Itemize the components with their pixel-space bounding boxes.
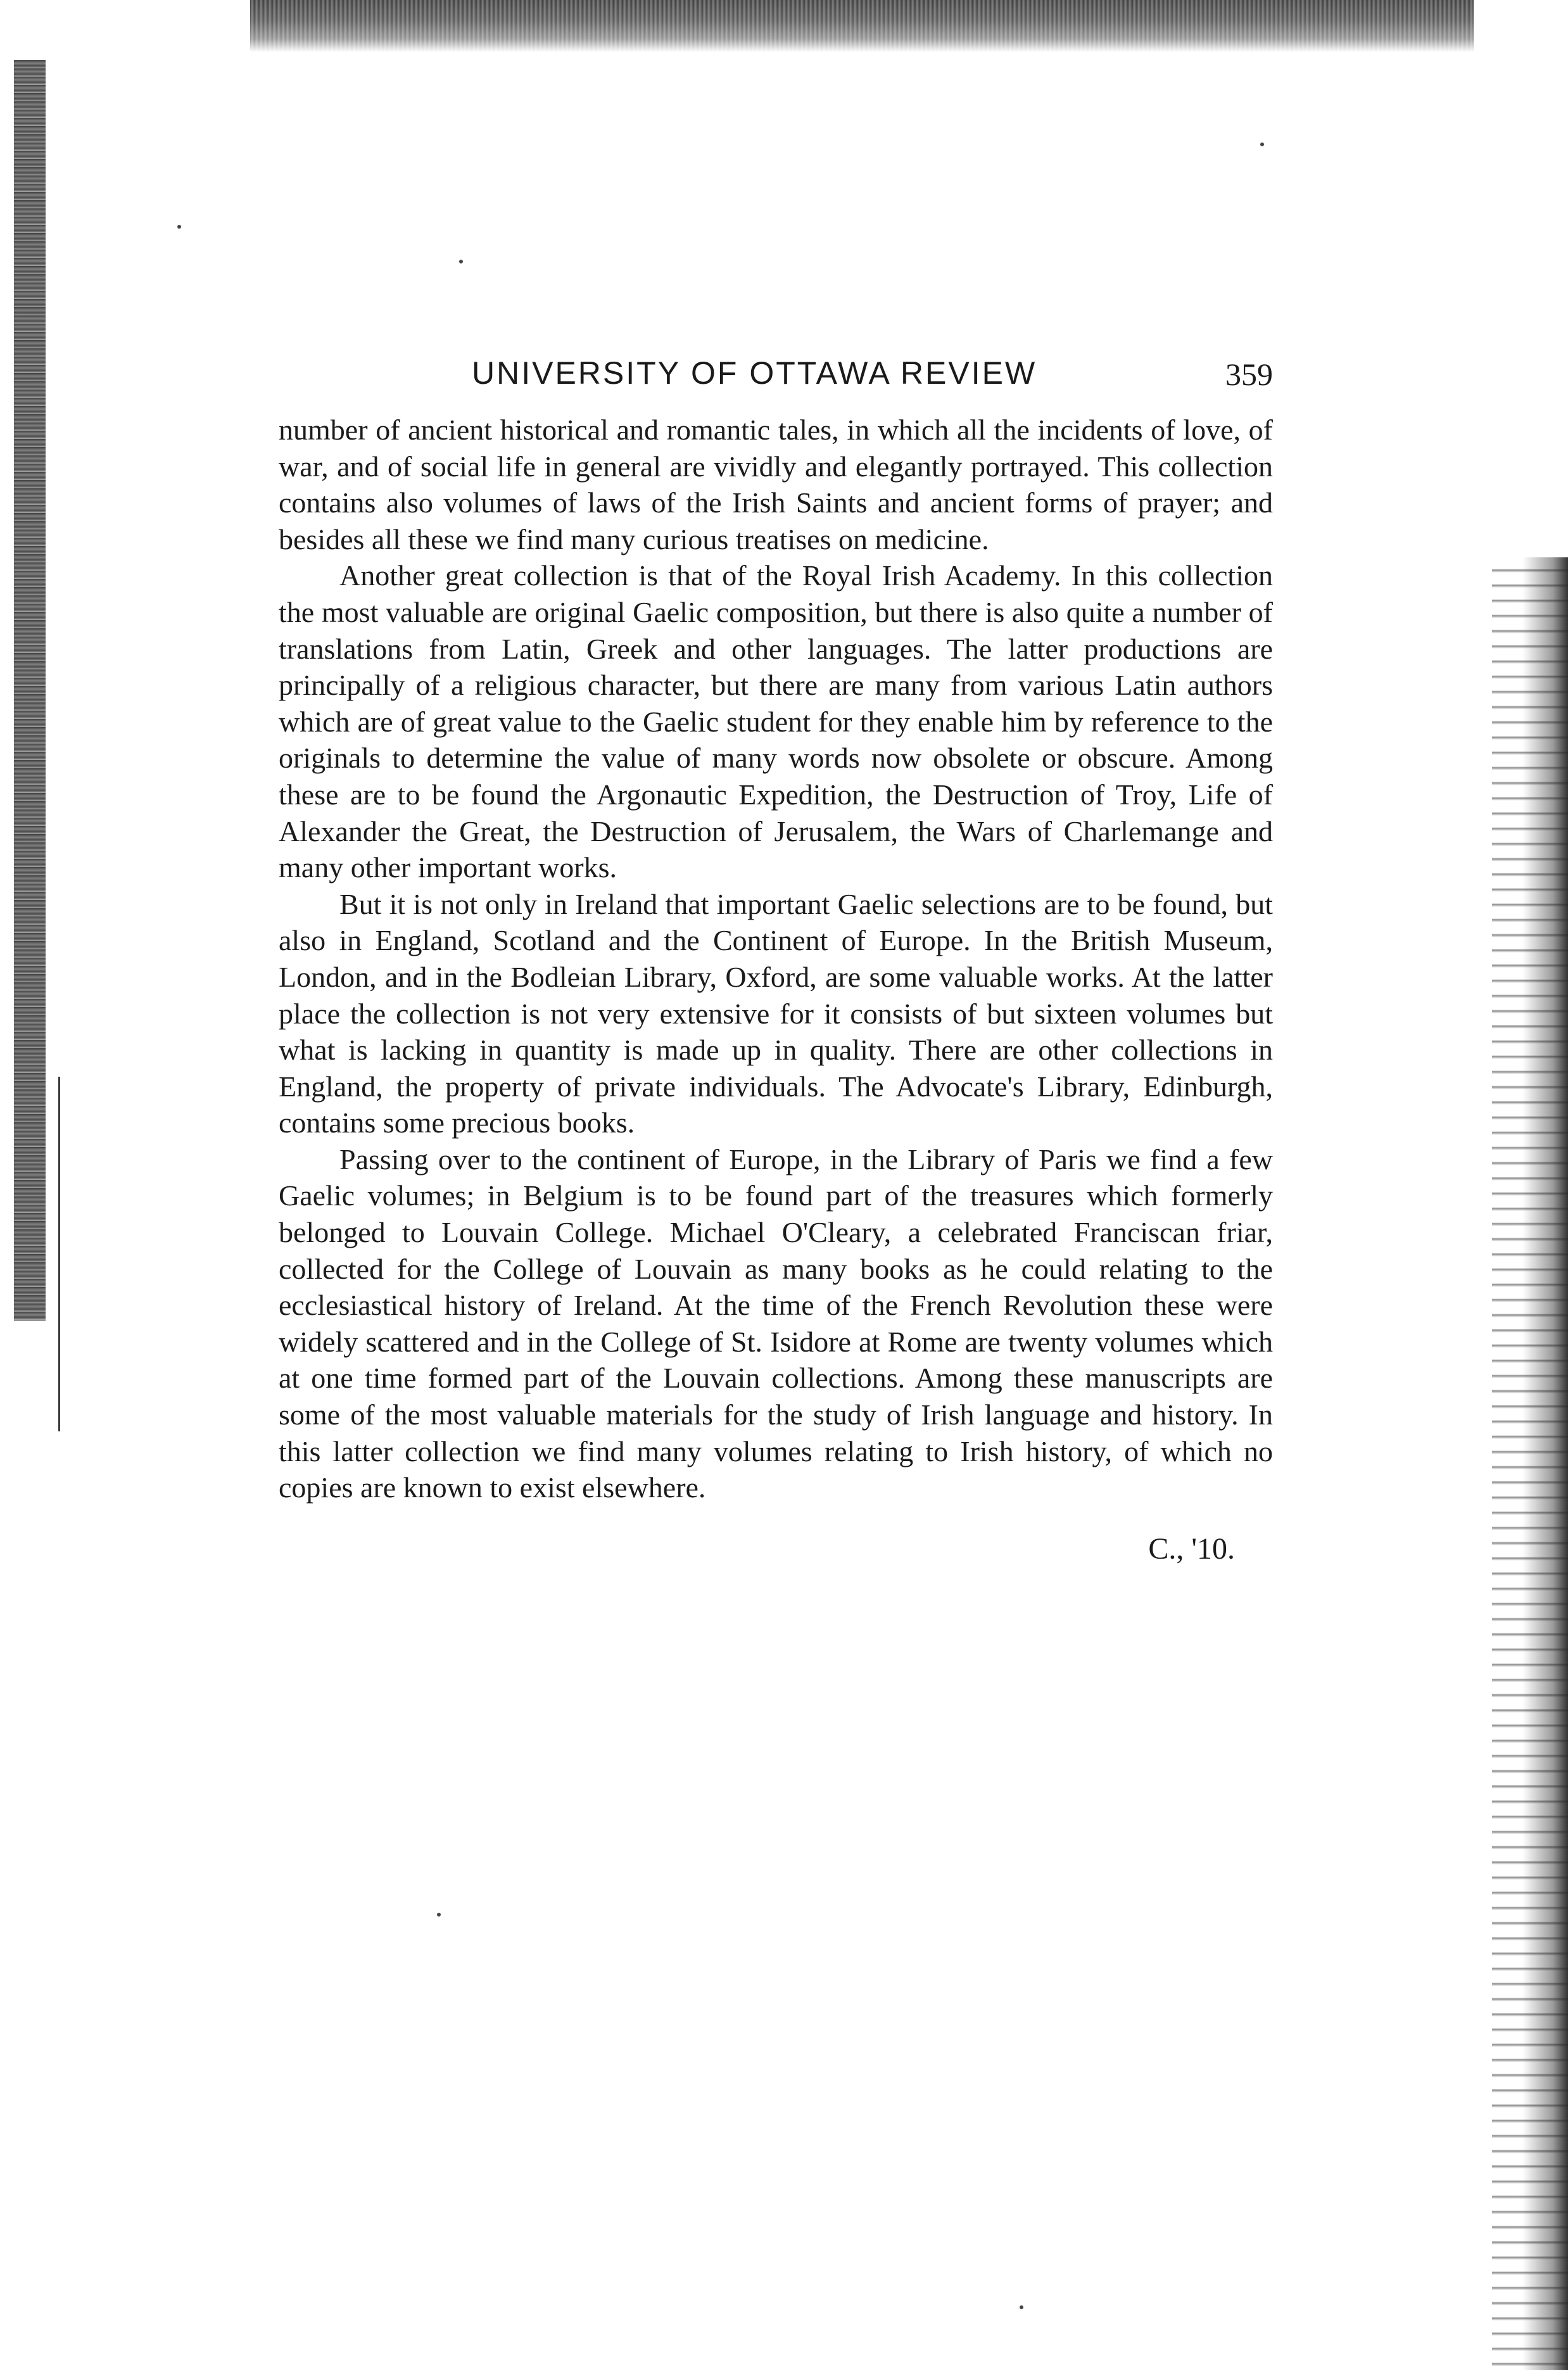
page-number: 359 — [1225, 357, 1273, 392]
page-header — [279, 355, 1273, 412]
paragraph: Passing over to the continent of Europe, in the Library of Paris we find a few Gaelic volumes; in Belgium is to be found part of the treasures which formerly belonged to Louvain College. Michael O'Cleary, a celebrated Franciscan friar, collected for the College of Louvain as many books as he could relating to the ecclesiastical history of Ireland. At the time of the French Revolution these were widely scattered and in the College of St. Isidore at Rome are twenty volumes which at one time formed part of the Louvain collections. Among these manuscripts are some of the most valuable materials for the study of Irish language and history. In this latter collection we find many volumes relating to Irish history, of which no copies are known to exist elsewhere. — [279, 1143, 1273, 1504]
dust-speck — [1260, 143, 1264, 146]
scan-top-edge-artifact — [250, 0, 1474, 52]
author-signature: C., '10. — [1148, 1531, 1235, 1566]
dust-speck — [1020, 2305, 1023, 2309]
scan-left-edge-artifact — [14, 60, 46, 1321]
paragraph: number of ancient historical and romantic tales, in which all the incidents of love, of war, and of social life in general are vividly and elegantly portrayed. This collection contains also volumes of laws of the Irish Saints and ancient forms of prayer; and besides all these we find many curious treatises on medicine. — [279, 414, 1273, 555]
dust-speck — [437, 1913, 441, 1917]
dust-speck — [177, 225, 181, 229]
article-body — [279, 412, 1273, 1506]
scan-right-edge-artifact — [1492, 557, 1568, 2370]
scan-left-line-artifact — [58, 1077, 60, 1431]
dust-speck — [459, 260, 463, 263]
document-page — [279, 355, 1273, 1566]
running-head: UNIVERSITY OF OTTAWA REVIEW — [472, 355, 1037, 391]
paragraph: Another great collection is that of the Royal Irish Academy. In this collection the most valuable are original Gaelic composition, but there is also quite a number of translations from Latin, Greek and other languages. The latter productions are principally of a religious character, but there are many from various Latin authors which are of great value to the Gaelic student for they enable him by reference to the originals to determine the value of many words now obsolete or obscure. Among these are to be found the Argonautic Expedition, the Destruction of Troy, Life of Alexander the Great, the Destruction of Jerusalem, the Wars of Charlemange and many other important works. — [279, 559, 1273, 884]
paragraph: But it is not only in Ireland that important Gaelic selections are to be found, but also in England, Scotland and the Continent of Europe. In the British Museum, London, and in the Bodleian Library, Oxford, are some valuable works. At the latter place the collection is not very extensive for it consists of but sixteen volumes but what is lacking in quantity is made up in quality. There are other collections in England, the property of private individuals. The Advocate's Library, Edinburgh, contains some precious books. — [279, 887, 1273, 1139]
